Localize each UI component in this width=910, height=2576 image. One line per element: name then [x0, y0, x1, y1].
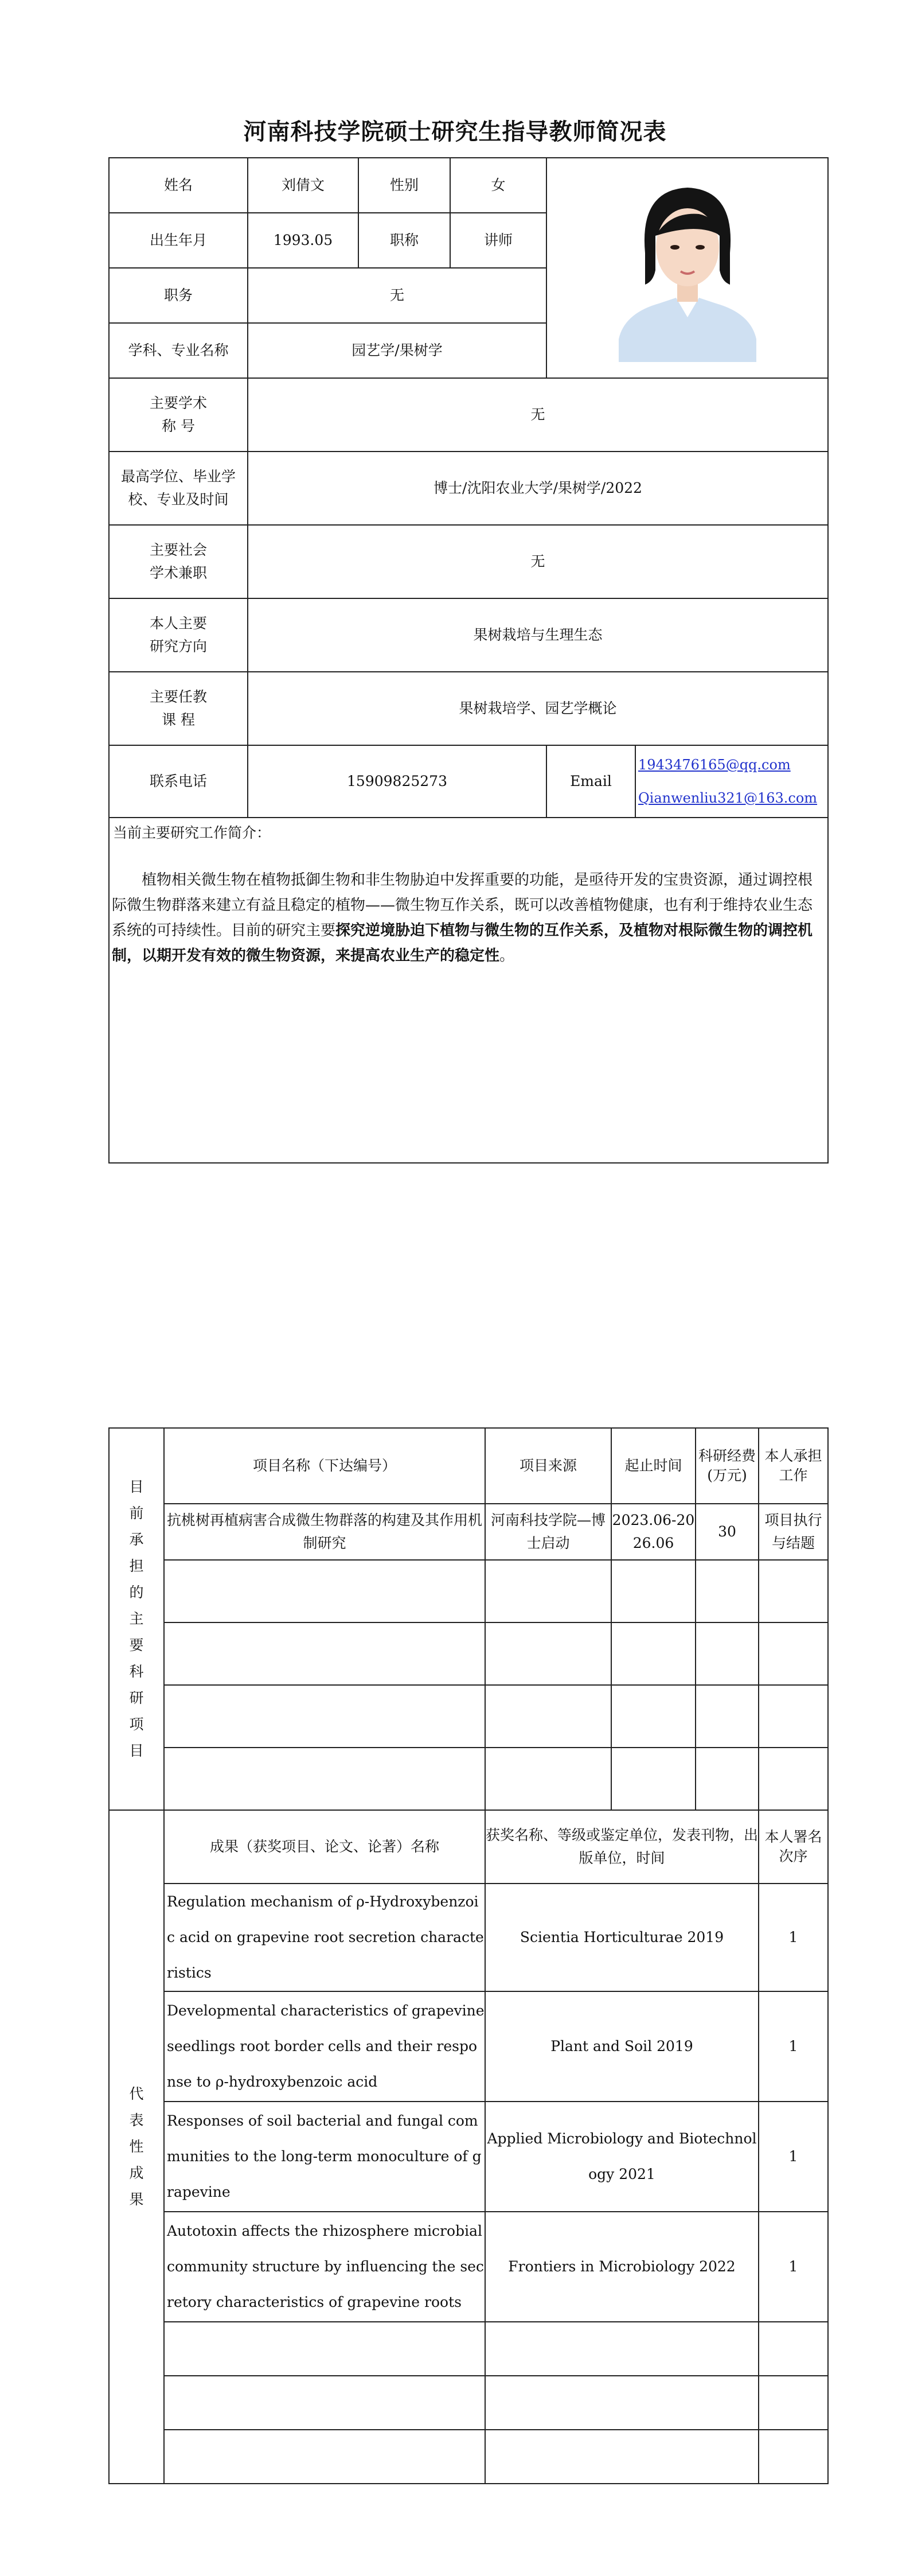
degree-label-line2: 校、专业及时间 — [128, 491, 229, 508]
achievement-rank-header: 本人署名次序 — [759, 1810, 828, 1884]
honor-value: 无 — [248, 378, 828, 452]
course-label-line1: 主要任教 — [149, 688, 207, 705]
achievement-rank: 1 — [759, 1991, 828, 2102]
achievement-name-header: 成果（获奖项目、论文、论著）名称 — [164, 1810, 485, 1884]
gender-value: 女 — [450, 158, 546, 213]
birth-value: 1993.05 — [248, 213, 358, 268]
major-value: 园艺学/果树学 — [248, 323, 546, 378]
major-label: 学科、专业名称 — [109, 323, 248, 378]
course-label — [109, 672, 248, 745]
research-label-line1: 本人主要 — [149, 615, 207, 632]
job-title-label: 职称 — [358, 213, 450, 268]
course-label-line2: 课 程 — [162, 711, 195, 728]
gender-label: 性别 — [358, 158, 450, 213]
post-value: 无 — [248, 268, 546, 323]
portrait-photo — [613, 167, 762, 362]
research-label — [109, 598, 248, 672]
basic-info-table — [108, 157, 829, 1164]
project-time: 2023.06-2026.06 — [611, 1504, 696, 1560]
social-label — [109, 525, 248, 598]
projects-achievements-table — [108, 1427, 829, 2484]
project-role: 项目执行与结题 — [759, 1504, 828, 1560]
achievement-venue: Scientia Horticulturae 2019 — [485, 1884, 759, 1991]
degree-value: 博士/沈阳农业大学/果树学/2022 — [248, 452, 828, 525]
project-empty-cell — [164, 1748, 485, 1810]
honor-label — [109, 378, 248, 452]
achievement-name: Developmental characteristics of grapevine seedlings root border cells and their response to ρ-hydroxybenzoic acid — [164, 1991, 485, 2102]
degree-label-line1: 最高学位、毕业学 — [120, 468, 236, 485]
name-label: 姓名 — [109, 158, 248, 213]
summary-text-part1: 植物相关微生物在植物抵御生物和非生物胁迫中发挥重要的功能，是亟待开发的宝贵资源，通过调控根际微生物群落来建立有益且稳定的植物——微生物互作关系，既可以改善植物健康，也有利于维持农业生态系统的可持续性。目前的研究主要 — [112, 871, 813, 939]
social-value: 无 — [248, 525, 828, 598]
birth-label: 出生年月 — [109, 213, 248, 268]
project-source: 河南科技学院—博士启动 — [485, 1504, 611, 1560]
achievement-name: Responses of soil bacterial and fungal communities to the long-term monoculture of grapevine — [164, 2102, 485, 2212]
job-title-value: 讲师 — [450, 213, 546, 268]
email-link-2[interactable]: Qianwenliu321@163.com — [638, 790, 818, 806]
course-value: 果树栽培学、园艺学概论 — [248, 672, 828, 745]
project-time-header: 起止时间 — [611, 1428, 696, 1504]
achievement-empty-cell — [164, 2376, 485, 2430]
project-role-header: 本人承担工作 — [759, 1428, 828, 1504]
summary-label: 当前主要研究工作简介： — [113, 824, 271, 841]
research-label-line2: 研究方向 — [149, 638, 207, 655]
achievement-name: Autotoxin affects the rhizosphere microbial community structure by influencing the secretory characteristics of grapevine roots — [164, 2212, 485, 2322]
email-label: Email — [546, 745, 635, 818]
project-empty-cell — [164, 1560, 485, 1622]
page-title: 河南科技学院硕士研究生指导教师简况表 — [243, 119, 667, 145]
achievement-rank: 1 — [759, 2102, 828, 2212]
achievement-venue: Plant and Soil 2019 — [485, 1991, 759, 2102]
honor-label-line2: 称 号 — [162, 418, 195, 434]
degree-label — [109, 452, 248, 525]
summary-text-end: 。 — [499, 947, 515, 964]
project-fund-header: 科研经费(万元) — [696, 1428, 759, 1504]
research-summary — [109, 818, 828, 1163]
project-empty-cell — [164, 1622, 485, 1685]
achievement-venue-header: 获奖名称、等级或鉴定单位，发表刊物，出版单位，时间 — [485, 1810, 759, 1884]
phone-label: 联系电话 — [109, 745, 248, 818]
achievement-rank: 1 — [759, 2212, 828, 2322]
phone-value: 15909825273 — [248, 745, 546, 818]
achievement-rank: 1 — [759, 1884, 828, 1991]
project-source-header: 项目来源 — [485, 1428, 611, 1504]
achievement-empty-cell — [164, 2322, 485, 2376]
project-name-header: 项目名称（下达编号） — [164, 1428, 485, 1504]
project-fund: 30 — [696, 1504, 759, 1560]
project-empty-cell — [164, 1685, 485, 1748]
honor-label-line1: 主要学术 — [149, 395, 207, 411]
summary-text-bold: 探究逆境胁迫下植物与微生物的互作关系，及植物对根际微生物的调控机制，以期开发有效的微生物资源，来提高农业生产的稳定性 — [112, 922, 813, 964]
post-label: 职务 — [109, 268, 248, 323]
summary-text — [110, 845, 827, 968]
achievement-name: Regulation mechanism of ρ-Hydroxybenzoic acid on grapevine root secretion characteristics — [164, 1884, 485, 1991]
achievement-empty-cell — [164, 2430, 485, 2484]
achievements-side-label: 代表性成果 — [109, 1810, 164, 2484]
achievement-venue: Frontiers in Microbiology 2022 — [485, 2212, 759, 2322]
social-label-line1: 主要社会 — [149, 542, 207, 558]
projects-side-label: 目前承担的主要科研项目 — [109, 1428, 164, 1810]
project-name: 抗桃树再植病害合成微生物群落的构建及其作用机制研究 — [164, 1504, 485, 1560]
email-value — [635, 745, 828, 818]
research-value: 果树栽培与生理生态 — [248, 598, 828, 672]
name-value: 刘倩文 — [248, 158, 358, 213]
photo-cell — [546, 158, 828, 378]
achievement-venue: Applied Microbiology and Biotechnology 2021 — [485, 2102, 759, 2212]
email-link-1[interactable]: 1943476165@qq.com — [638, 757, 791, 773]
social-label-line2: 学术兼职 — [149, 565, 207, 581]
